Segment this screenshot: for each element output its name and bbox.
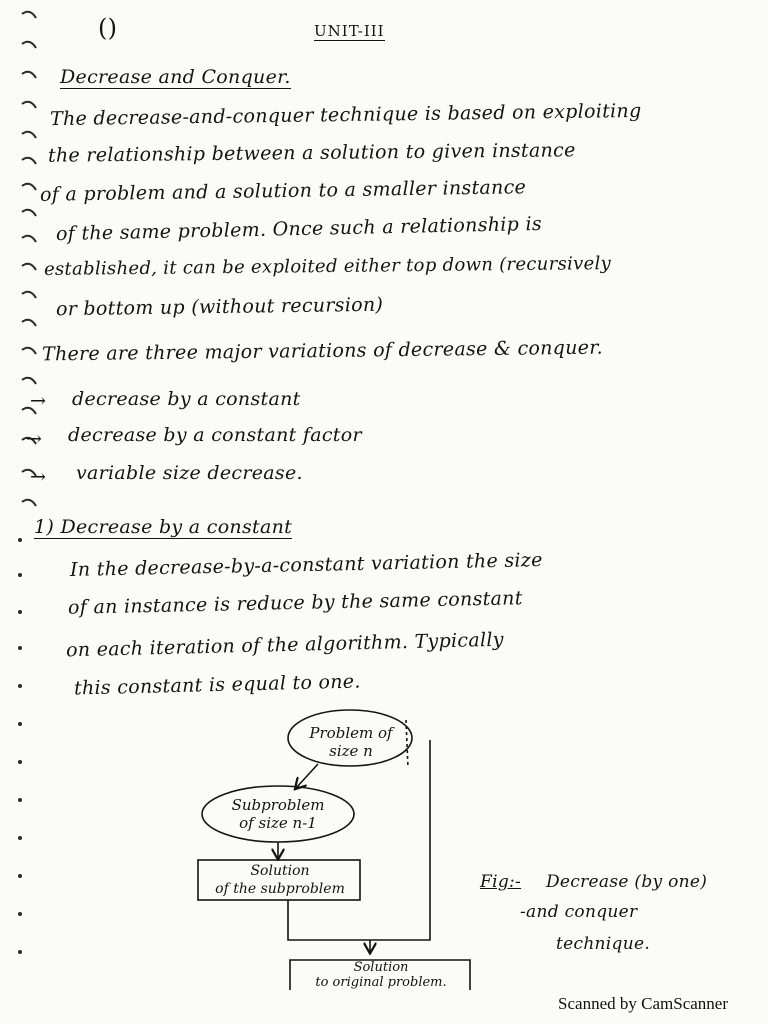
arrow-icon: → [30,466,47,488]
caption-line-3: technique. [556,934,651,954]
caption-line-2: -and conquer [520,902,638,922]
section-line-1: In the decrease-by-a-constant variation the size [69,549,543,581]
section-line-4: this constant is equal to one. [73,670,361,700]
problem-label: Problem of size n [309,724,393,760]
unit-heading: UNIT-III [314,22,385,40]
section-line-3: on each iteration of the algorithm. Typically [65,628,505,662]
intro-line-6: or bottom up (without recursion) [55,293,384,321]
variation-item-1: decrease by a constant [72,388,301,410]
subproblem-label: Subproblem of size n-1 [231,796,325,832]
caption-line-1: Decrease (by one) [546,872,708,892]
solution-label: Solution to original problem. [315,960,447,990]
section-line-2: of an instance is reduce by the same constant [67,587,523,619]
arrow-icon: → [30,390,47,412]
scanner-watermark: Scanned by CamScanner [558,994,728,1013]
section-heading: 1) Decrease by a constant [34,516,293,538]
variation-item-2: decrease by a constant factor [68,424,362,446]
intro-line-1: The decrease-and-conquer technique is based on exploiting [49,99,642,131]
arrow-problem-to-subproblem [296,764,318,788]
intro-line-5: established, it can be exploited either top down (recursively [43,253,612,280]
variations-intro: There are three major variations of decrease & conquer. [41,336,604,366]
caption-prefix: Fig:- [480,872,522,892]
page-mark: () [98,14,118,42]
intro-line-3: of a problem and a solution to a smaller instance [39,176,527,206]
intro-line-2: the relationship between a solution to given instance [47,139,576,167]
page-title: Decrease and Conquer. [60,66,291,88]
arrow-icon: → [26,428,43,450]
sub-solution-label: Solution of the subproblem [215,863,345,897]
variation-item-3: variable size decrease. [76,462,303,484]
intro-line-4: of the same problem. Once such a relationship is [55,212,543,246]
